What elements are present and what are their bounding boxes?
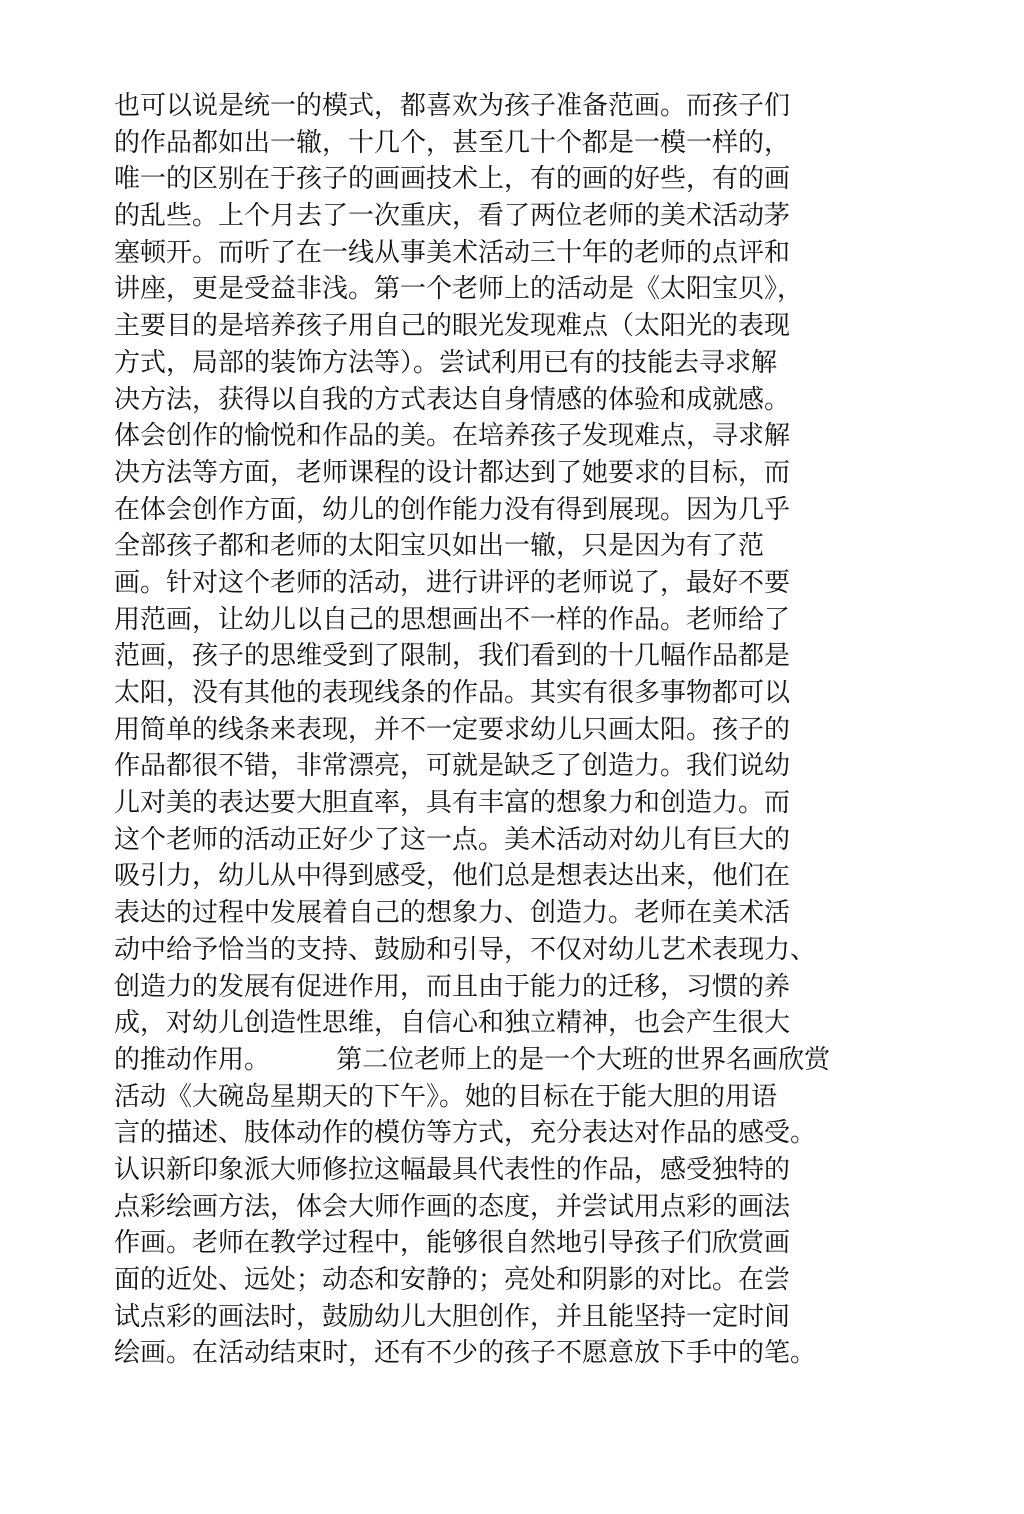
text-line: 作品都很不错，非常漂亮，可就是缺乏了创造力。我们说幼	[114, 751, 791, 782]
text-line: 决方法，获得以自我的方式表达自身情感的体验和成就感。	[114, 384, 791, 415]
text-line: 儿对美的表达要大胆直率，具有丰富的想象力和创造力。而	[114, 788, 791, 819]
text-line: 试点彩的画法时，鼓励幼儿大胆创作，并且能坚持一定时间	[114, 1301, 791, 1332]
text-line: 活动《大碗岛星期天的下午》。她的目标在于能大胆的用语	[114, 1081, 778, 1112]
text-line: 主要目的是培养孩子用自己的眼光发现难点（太阳光的表现	[114, 311, 791, 342]
body-text	[114, 88, 994, 1372]
text-line: 认识新印象派大师修拉这幅最具代表性的作品，感受独特的	[114, 1154, 791, 1185]
text-line: 成，对幼儿创造性思维，自信心和独立精神，也会产生很大	[114, 1008, 791, 1039]
text-line: 决方法等方面，老师课程的设计都达到了她要求的目标，而	[114, 457, 791, 488]
text-line: 全部孩子都和老师的太阳宝贝如出一辙，只是因为有了范	[114, 531, 765, 562]
text-line: 范画，孩子的思维受到了限制，我们看到的十几幅作品都是	[114, 641, 791, 672]
text-line: 表达的过程中发展着自己的想象力、创造力。老师在美术活	[114, 898, 791, 929]
text-line: 的推动作用。 第二位老师上的是一个大班的世界名画欣赏	[114, 1044, 831, 1075]
text-line: 面的近处、远处；动态和安静的；亮处和阴影的对比。在尝	[114, 1265, 791, 1295]
text-line: 作画。老师在教学过程中，能够很自然地引导孩子们欣赏画	[114, 1228, 791, 1259]
text-line: 点彩绘画方法，体会大师作画的态度，并尝试用点彩的画法	[114, 1191, 791, 1222]
text-line: 体会创作的愉悦和作品的美。在培养孩子发现难点，寻求解	[114, 421, 791, 452]
text-line: 塞顿开。而听了在一线从事美术活动三十年的老师的点评和	[114, 237, 791, 268]
text-line: 唯一的区别在于孩子的画画技术上，有的画的好些，有的画	[114, 164, 791, 195]
text-line: 讲座，更是受益非浅。第一个老师上的活动是《太阳宝贝》，	[114, 274, 804, 305]
text-line: 方式，局部的装饰方法等）。尝试利用已有的技能去寻求解	[114, 347, 778, 378]
text-line: 也可以说是统一的模式，都喜欢为孩子准备范画。而孩子们	[114, 91, 791, 121]
text-line: 用范画，让幼儿以自己的思想画出不一样的作品。老师给了	[114, 604, 791, 635]
text-line: 这个老师的活动正好少了这一点。美术活动对幼儿有巨大的	[114, 824, 791, 855]
text-line: 绘画。在活动结束时，还有不少的孩子不愿意放下手中的笔。	[114, 1338, 817, 1369]
text-line: 太阳，没有其他的表现线条的作品。其实有很多事物都可以	[114, 678, 791, 708]
text-line: 的乱些。上个月去了一次重庆，看了两位老师的美术活动茅	[114, 201, 791, 232]
text-line: 动中给予恰当的支持、鼓励和引导，不仅对幼儿艺术表现力、	[114, 934, 817, 965]
text-line: 言的描述、肢体动作的模仿等方式，充分表达对作品的感受。	[114, 1118, 817, 1149]
text-line: 在体会创作方面，幼儿的创作能力没有得到展现。因为几乎	[114, 494, 791, 525]
text-line: 的作品都如出一辙，十几个，甚至几十个都是一模一样的，	[114, 127, 791, 158]
text-line: 画。针对这个老师的活动，进行讲评的老师说了，最好不要	[114, 567, 791, 598]
text-line: 创造力的发展有促进作用，而且由于能力的迁移，习惯的养	[114, 971, 791, 1002]
text-line: 用简单的线条来表现，并不一定要求幼儿只画太阳。孩子的	[114, 714, 791, 745]
text-line: 吸引力，幼儿从中得到感受，他们总是想表达出来，他们在	[114, 861, 791, 892]
